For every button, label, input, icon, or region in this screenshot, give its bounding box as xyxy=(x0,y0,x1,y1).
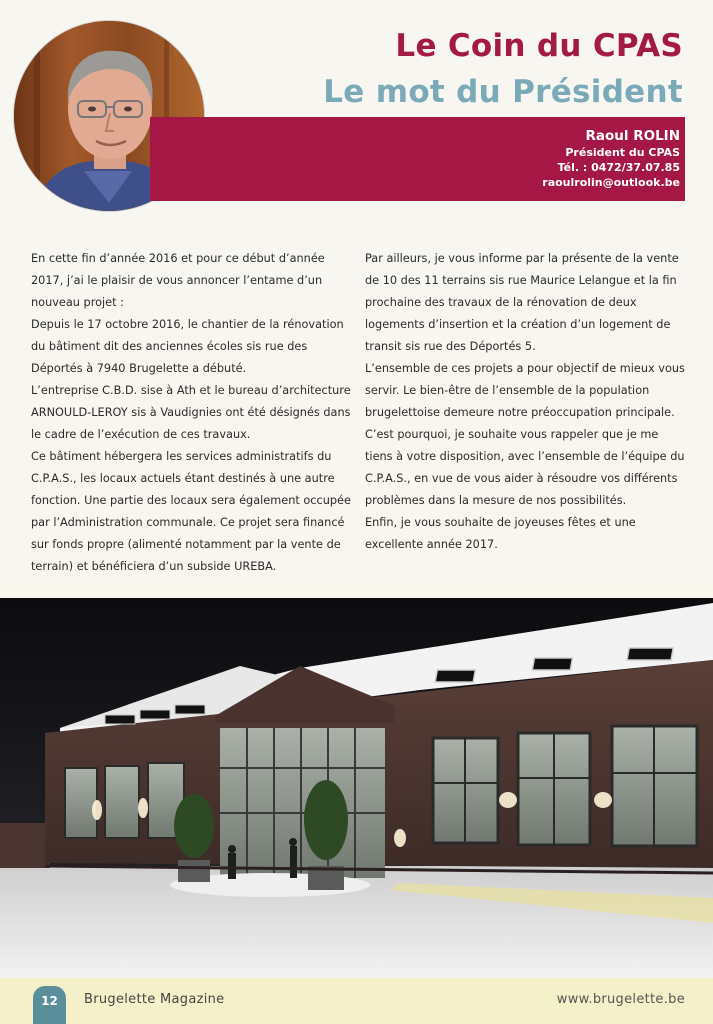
paragraph: Enfin, je vous souhaite de joyeuses fêtes et une excellente année 2017. xyxy=(365,516,636,551)
building-illustration xyxy=(0,598,713,978)
section-title: Le Coin du CPAS xyxy=(395,28,683,64)
magazine-name: Brugelette Magazine xyxy=(84,992,225,1007)
president-phone: Tél. : 0472/37.07.85 xyxy=(557,161,680,174)
article-column-left xyxy=(31,248,351,578)
page-number: 12 xyxy=(33,986,66,1024)
paragraph: En cette fin d’année 2016 et pour ce début d’année 2017, j’ai le plaisir de vous annoncer l’entame d’un nouveau projet : xyxy=(31,252,325,309)
paragraph: Ce bâtiment hébergera les services administratifs du C.P.A.S., les locaux actuels étant destinés à une autre fonction. Une partie des locaux sera également occupée par l’Administration communale. Ce projet sera financé sur fonds propre (alimenté notamment par la vente de terrain) et bénéficiera d’un subside UREBA. xyxy=(31,450,351,573)
president-contact xyxy=(542,127,680,190)
president-name: Raoul ROLIN xyxy=(585,128,680,144)
president-role: Président du CPAS xyxy=(565,146,680,159)
paragraph: L’entreprise C.B.D. sise à Ath et le bureau d’architecture ARNOULD-LEROY sis à Vaudignies ont été désignés dans le cadre de l’exécution de ces travaux. xyxy=(31,384,351,441)
paragraph: Depuis le 17 octobre 2016, le chantier de la rénovation du bâtiment dit des anciennes écoles sis rue des Déportés à 7940 Brugelette a débuté. xyxy=(31,318,344,375)
section-subtitle: Le mot du Président xyxy=(323,74,683,110)
president-email: raoulrolin@outlook.be xyxy=(542,176,680,189)
building-rendering xyxy=(0,598,713,978)
article-column-right xyxy=(365,248,685,556)
paragraph: C’est pourquoi, je souhaite vous rappeler que je me tiens à votre disposition, avec l’ensemble de l’équipe du C.P.A.S., en vue de vous aider à résoudre vos différents problèmes dans la mesure de nos possibilités. xyxy=(365,428,685,507)
paragraph: L’ensemble de ces projets a pour objectif de mieux vous servir. Le bien-être de l’ensemble de la population brugelettoise demeure notre préoccupation principale. xyxy=(365,362,685,419)
paragraph: Par ailleurs, je vous informe par la présente de la vente de 10 des 11 terrains sis rue Maurice Lelangue et la fin prochaine des travaux de la rénovation de deux logements d’insertion et la création d’un logement de transit sis rue des Déportés 5. xyxy=(365,252,679,353)
website-link[interactable]: www.brugelette.be xyxy=(556,992,685,1007)
